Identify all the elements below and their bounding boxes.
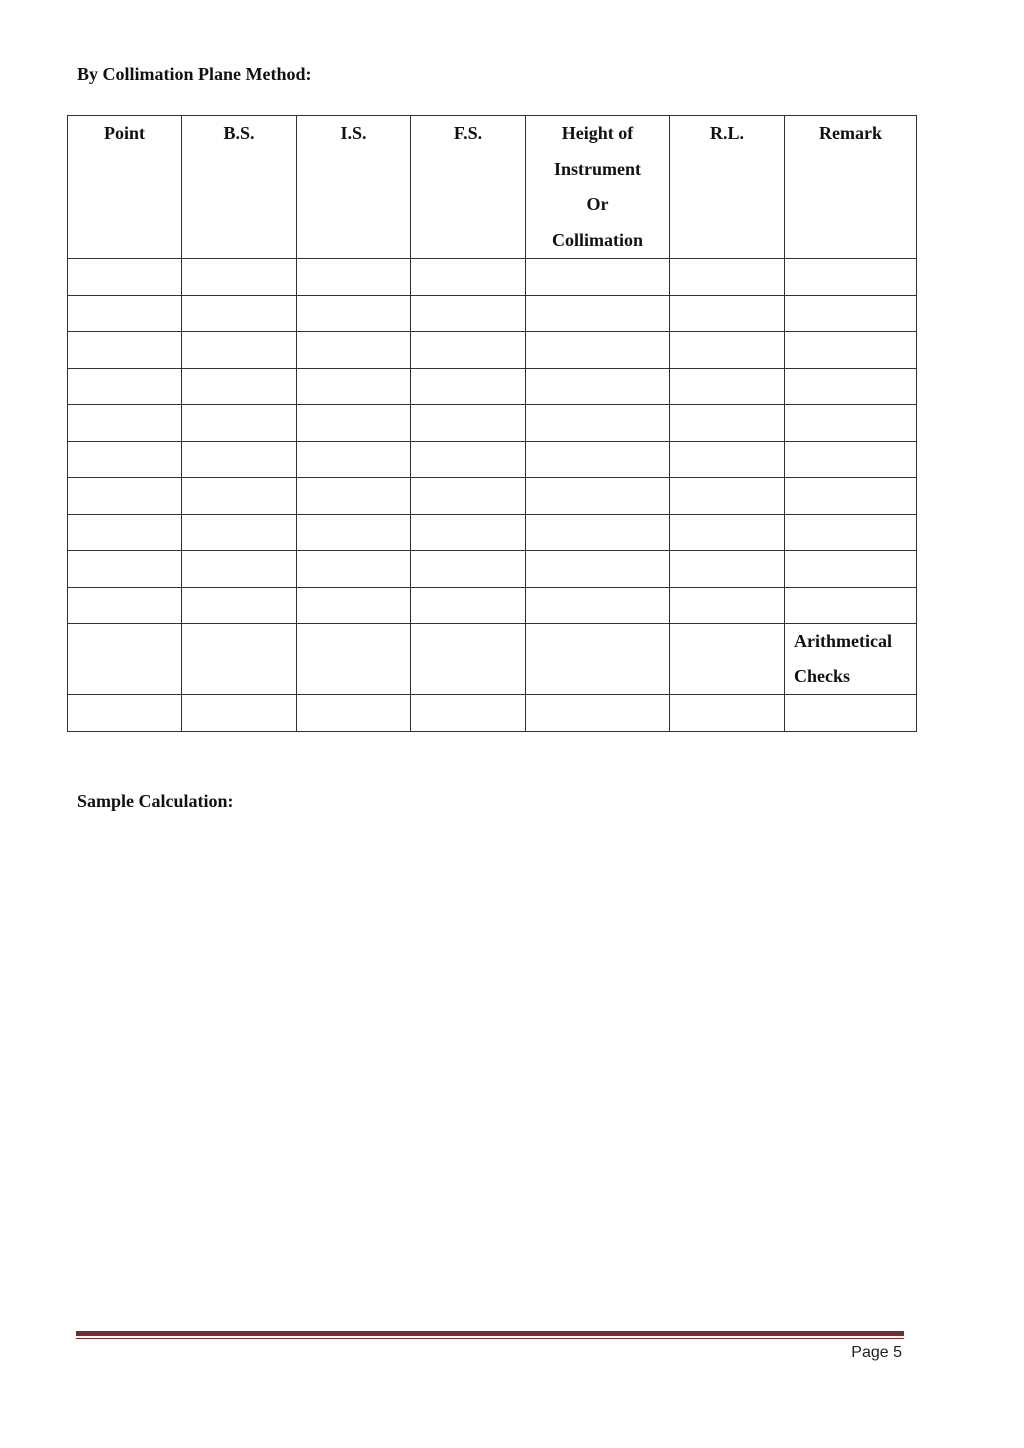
header-bs: B.S. <box>182 116 297 259</box>
table-cell[interactable] <box>297 624 411 695</box>
sample-calculation-heading: Sample Calculation: <box>77 791 234 811</box>
table-cell[interactable] <box>182 587 297 624</box>
table-cell[interactable] <box>182 514 297 551</box>
table-cell[interactable] <box>785 332 917 369</box>
arithmetical-checks-label <box>785 624 917 695</box>
arithmetical-checks-line-1: Arithmetical <box>794 631 892 651</box>
table-cell[interactable] <box>411 368 526 405</box>
table-cell[interactable] <box>526 259 670 296</box>
table-cell[interactable] <box>785 695 917 732</box>
table-cell[interactable] <box>297 405 411 442</box>
table-cell[interactable] <box>785 551 917 588</box>
table-cell[interactable] <box>68 259 182 296</box>
table-cell[interactable] <box>68 695 182 732</box>
table-cell[interactable] <box>68 332 182 369</box>
table-cell[interactable] <box>68 587 182 624</box>
arithmetical-checks-line-2: Checks <box>794 666 851 686</box>
table-cell[interactable] <box>411 551 526 588</box>
table-cell[interactable] <box>297 259 411 296</box>
table-cell[interactable] <box>411 624 526 695</box>
table-cell[interactable] <box>785 259 917 296</box>
table-cell[interactable] <box>297 695 411 732</box>
footer-rule-thin <box>76 1338 904 1339</box>
table-cell[interactable] <box>526 587 670 624</box>
table-row <box>68 259 917 296</box>
table-cell[interactable] <box>526 405 670 442</box>
table-cell[interactable] <box>670 332 785 369</box>
table-header-row <box>68 116 917 259</box>
table-row <box>68 405 917 442</box>
header-is: I.S. <box>297 116 411 259</box>
table-cell[interactable] <box>68 624 182 695</box>
header-height-line-3: Or <box>586 194 609 214</box>
table-cell[interactable] <box>526 332 670 369</box>
header-height-of-instrument <box>526 116 670 259</box>
table-cell[interactable] <box>297 368 411 405</box>
table-cell[interactable] <box>785 514 917 551</box>
table-cell[interactable] <box>670 405 785 442</box>
header-point: Point <box>68 116 182 259</box>
table-cell[interactable] <box>526 514 670 551</box>
table-cell[interactable] <box>68 295 182 332</box>
table-row <box>68 695 917 732</box>
table-row <box>68 478 917 515</box>
table-cell[interactable] <box>785 441 917 478</box>
table-cell[interactable] <box>670 514 785 551</box>
table-row <box>68 295 917 332</box>
table-cell[interactable] <box>526 624 670 695</box>
table-cell[interactable] <box>182 405 297 442</box>
table-row <box>68 332 917 369</box>
header-remark: Remark <box>785 116 917 259</box>
table-cell[interactable] <box>182 259 297 296</box>
footer-rule <box>76 1331 904 1336</box>
table-cell[interactable] <box>785 368 917 405</box>
table-cell[interactable] <box>182 368 297 405</box>
table-cell[interactable] <box>68 478 182 515</box>
table-cell[interactable] <box>411 441 526 478</box>
table-cell[interactable] <box>785 478 917 515</box>
table-cell[interactable] <box>670 368 785 405</box>
header-rl: R.L. <box>670 116 785 259</box>
section-heading: By Collimation Plane Method: <box>77 64 312 84</box>
table-cell[interactable] <box>182 295 297 332</box>
header-height-line-2: Instrument <box>553 158 641 179</box>
header-fs: F.S. <box>411 116 526 259</box>
table-row <box>68 551 917 588</box>
table-row-arithmetical-checks <box>68 624 917 695</box>
table-cell[interactable] <box>68 514 182 551</box>
table-cell[interactable] <box>297 551 411 588</box>
table-cell[interactable] <box>670 295 785 332</box>
header-height-line-1: Height of <box>561 123 634 143</box>
table-cell[interactable] <box>182 551 297 588</box>
table-row <box>68 441 917 478</box>
table-cell[interactable] <box>182 478 297 515</box>
table-cell[interactable] <box>526 695 670 732</box>
table-cell[interactable] <box>526 295 670 332</box>
leveling-table <box>67 115 917 732</box>
table-row <box>68 514 917 551</box>
table-cell[interactable] <box>297 295 411 332</box>
table-cell[interactable] <box>411 405 526 442</box>
table-cell[interactable] <box>670 441 785 478</box>
table-cell[interactable] <box>670 551 785 588</box>
table-cell[interactable] <box>68 405 182 442</box>
table-cell[interactable] <box>411 695 526 732</box>
table-cell[interactable] <box>68 368 182 405</box>
table-row <box>68 587 917 624</box>
table-cell[interactable] <box>526 441 670 478</box>
table-cell[interactable] <box>670 259 785 296</box>
table-cell[interactable] <box>182 441 297 478</box>
table-cell[interactable] <box>670 695 785 732</box>
table-cell[interactable] <box>182 624 297 695</box>
table-cell[interactable] <box>670 587 785 624</box>
page-number: Page 5 <box>851 1344 902 1361</box>
table-cell[interactable] <box>297 514 411 551</box>
table-cell[interactable] <box>785 295 917 332</box>
table-cell[interactable] <box>526 551 670 588</box>
table-row <box>68 368 917 405</box>
table-cell[interactable] <box>670 478 785 515</box>
header-height-line-4: Collimation <box>551 229 643 250</box>
table-cell[interactable] <box>297 587 411 624</box>
table-cell[interactable] <box>411 259 526 296</box>
table-cell[interactable] <box>297 441 411 478</box>
table-cell[interactable] <box>526 478 670 515</box>
table-cell[interactable] <box>68 551 182 588</box>
table-cell[interactable] <box>785 405 917 442</box>
table-cell[interactable] <box>526 368 670 405</box>
table-cell[interactable] <box>297 332 411 369</box>
table-cell[interactable] <box>670 624 785 695</box>
table-cell[interactable] <box>411 478 526 515</box>
table-cell[interactable] <box>182 332 297 369</box>
table-cell[interactable] <box>411 332 526 369</box>
table-cell[interactable] <box>411 514 526 551</box>
table-cell[interactable] <box>411 295 526 332</box>
table-cell[interactable] <box>68 441 182 478</box>
table-cell[interactable] <box>297 478 411 515</box>
table-cell[interactable] <box>411 587 526 624</box>
table-cell[interactable] <box>785 587 917 624</box>
table-cell[interactable] <box>182 695 297 732</box>
